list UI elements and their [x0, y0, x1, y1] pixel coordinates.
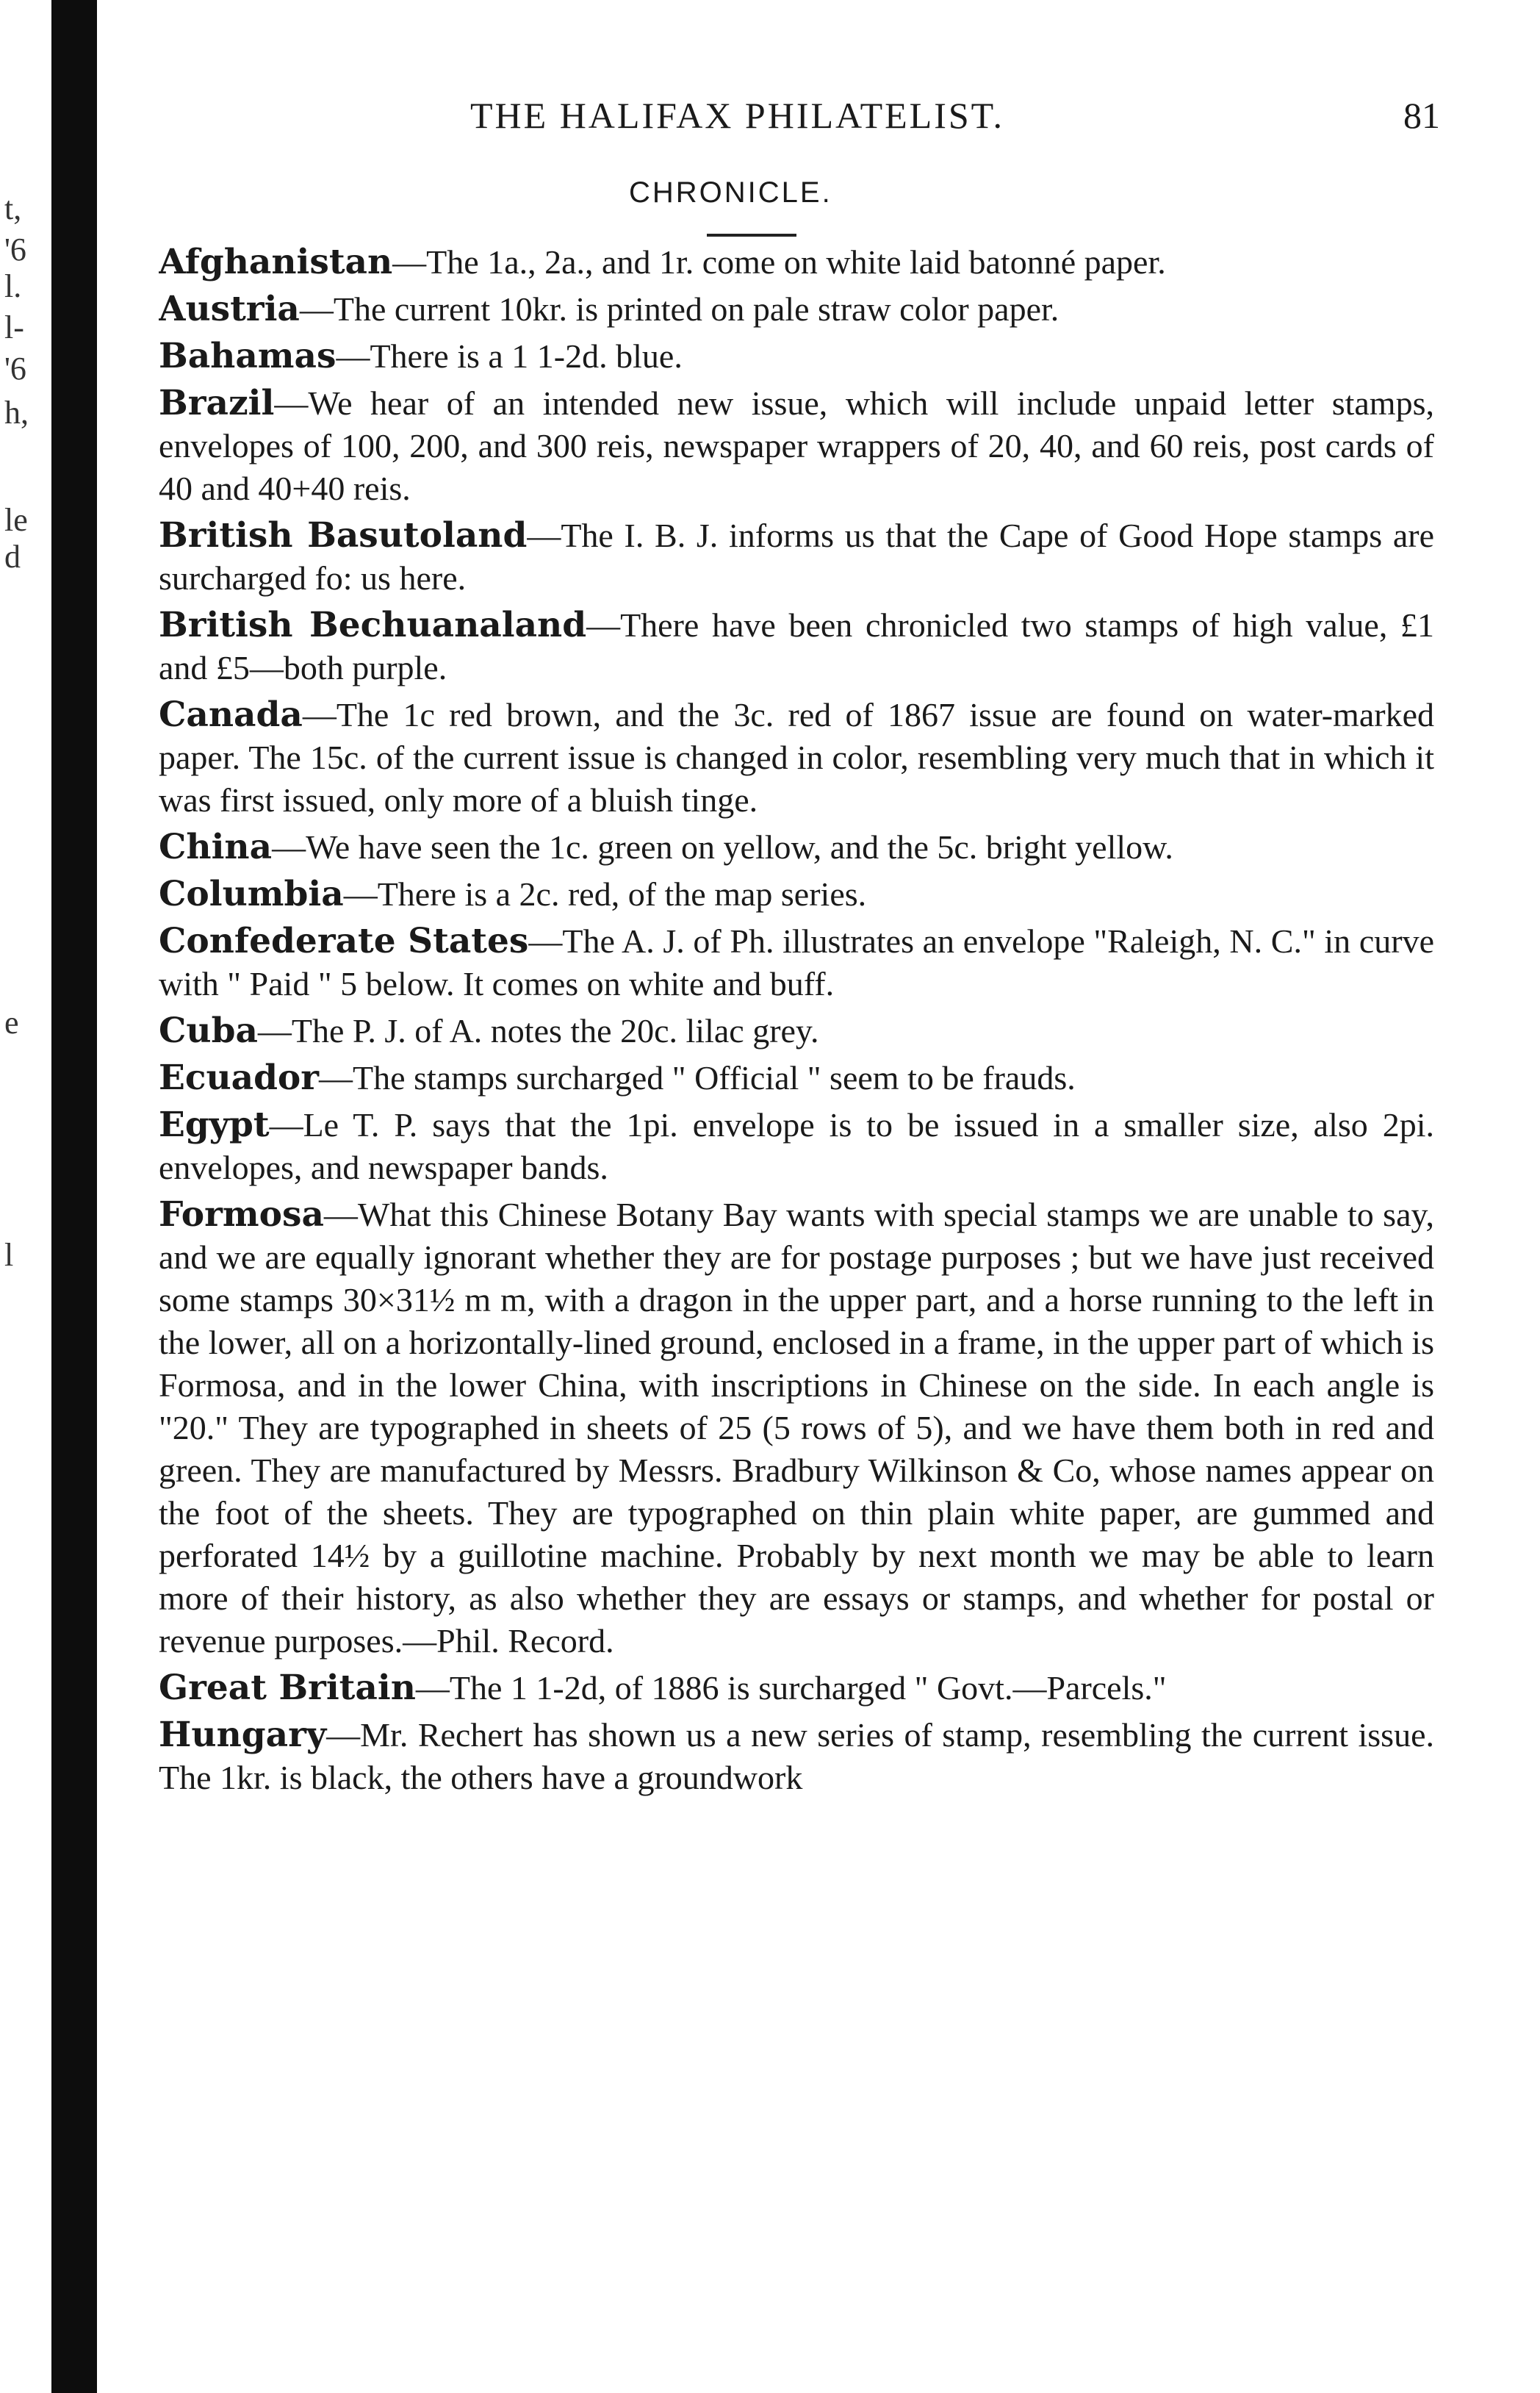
- entry-text: —The 1a., 2a., and 1r. come on white laid batonné paper.: [392, 243, 1166, 281]
- margin-fragment: e: [4, 1005, 19, 1041]
- entry-columbia: [159, 873, 1434, 916]
- margin-fragment: t,: [4, 190, 22, 226]
- entry-afghanistan: [159, 241, 1434, 284]
- country-name: British Bechuanaland: [159, 605, 587, 645]
- entry-bahamas: [159, 335, 1434, 378]
- section-divider: [707, 234, 796, 237]
- entry-text: —The P. J. of A. notes the 20c. lilac grey.: [257, 1012, 819, 1050]
- country-name: Cuba: [159, 1011, 258, 1051]
- country-name: British Basutoland: [159, 515, 528, 556]
- page-number: 81: [1403, 95, 1440, 136]
- entry-text: —We hear of an intended new issue, which will include unpaid letter stamps, envelopes of 100, 200, and 300 reis, newspaper wrappers of 20, 40, and 60 reis, post cards of 40 and 40+40 reis.: [159, 384, 1434, 507]
- entry-text: —The 1c red brown, and the 3c. red of 1867 issue are found on water-marked paper. The 15c. of the current issue is changed in color, resembling very much that in which it was first issued, only more of a bluish tinge.: [159, 696, 1434, 819]
- country-name: Bahamas: [159, 336, 337, 376]
- margin-fragment: d: [4, 539, 21, 575]
- entry-text: —The I. B. J. informs us that the Cape of Good Hope stamps are surcharged fo: us here.: [159, 517, 1434, 597]
- margin-fragment: '6: [4, 351, 26, 387]
- entry-text: —Le T. P. says that the 1pi. envelope is to be issued in a smaller size, also 2pi. envelopes, and newspaper bands.: [159, 1106, 1434, 1186]
- entry-ecuador: [159, 1057, 1434, 1099]
- entry-text: —There have been chronicled two stamps of high value, £1 and £5—both purple.: [159, 606, 1434, 686]
- entry-text: —The current 10kr. is printed on pale straw color paper.: [299, 290, 1059, 328]
- entry-british-basutoland: [159, 514, 1434, 600]
- entry-formosa: [159, 1194, 1434, 1662]
- entry-brazil: [159, 382, 1434, 510]
- country-name: Confederate States: [159, 921, 529, 961]
- entry-text: —Mr. Rechert has shown us a new series of stamp, resembling the current issue. The 1kr. is black, the others have a groundwork: [159, 1716, 1434, 1796]
- running-title: THE HALIFAX PHILATELIST.: [470, 95, 1005, 136]
- entry-egypt: [159, 1104, 1434, 1189]
- entry-hungary: [159, 1714, 1434, 1799]
- country-name: Formosa: [159, 1194, 324, 1235]
- margin-fragment: le: [4, 502, 28, 538]
- country-name: Columbia: [159, 874, 344, 914]
- page-header: [470, 94, 1440, 153]
- margin-fragment: l: [4, 1237, 14, 1273]
- entry-text: —We have seen the 1c. green on yellow, and the 5c. bright yellow.: [272, 828, 1173, 866]
- margin-fragment: l.: [4, 268, 22, 304]
- entry-great-britain: [159, 1667, 1434, 1709]
- margin-fragment: h,: [4, 395, 29, 431]
- country-name: Egypt: [159, 1105, 270, 1145]
- section-title: CHRONICLE.: [629, 176, 832, 209]
- country-name: Canada: [159, 695, 303, 735]
- margin-fragment: '6: [4, 232, 26, 268]
- entry-text: —The 1 1-2d, of 1886 is surcharged " Govt.—Parcels.": [415, 1669, 1167, 1707]
- country-name: Ecuador: [159, 1058, 320, 1098]
- country-name: Great Britain: [159, 1668, 416, 1708]
- entry-canada: [159, 694, 1434, 822]
- country-name: Afghanistan: [159, 242, 393, 282]
- entry-text: —There is a 1 1-2d. blue.: [336, 337, 683, 375]
- binding-gutter: [51, 0, 97, 2393]
- entry-austria: [159, 288, 1434, 331]
- entry-text: —The A. J. of Ph. illustrates an envelope "Raleigh, N. C." in curve with " Paid " 5 below. It comes on white and buff.: [159, 922, 1434, 1002]
- margin-fragment: l-: [4, 309, 24, 345]
- entry-british-bechuanaland: [159, 604, 1434, 689]
- country-name: Austria: [159, 289, 300, 329]
- chronicle-entries: [159, 241, 1434, 2343]
- country-name: China: [159, 827, 273, 867]
- entry-text: —The stamps surcharged " Official " seem to be frauds.: [319, 1059, 1076, 1097]
- entry-text: —What this Chinese Botany Bay wants with special stamps we are unable to say, and we are equally ignorant whether they are for postage purposes ; but we have just received some stamps 30×31½ m m, with a dragon in the upper part, and a horse running to the left in the lower, all on a horizontally-lined ground, enclosed in a frame, in the upper part of which is Formosa, and in the lower China, with inscriptions in Chinese on the side. In each angle is "20." They are typographed in sheets of 25 (5 rows of 5), and we have them both in red and green. They are manufactured by Messrs. Bradbury Wilkinson & Co, whose names appear on the foot of the sheets. They are typographed on thin plain white paper, are gummed and perforated 14½ by a guillotine machine. Probably by next month we may be able to learn more of their history, as also whether they are essays or stamps, and whether for postal or revenue purposes.—Phil. Record.: [159, 1196, 1434, 1660]
- country-name: Hungary: [159, 1715, 327, 1755]
- entry-china: [159, 826, 1434, 869]
- country-name: Brazil: [159, 383, 275, 423]
- entry-confederate-states: [159, 920, 1434, 1005]
- entry-text: —There is a 2c. red, of the map series.: [343, 875, 867, 913]
- entry-cuba: [159, 1010, 1434, 1052]
